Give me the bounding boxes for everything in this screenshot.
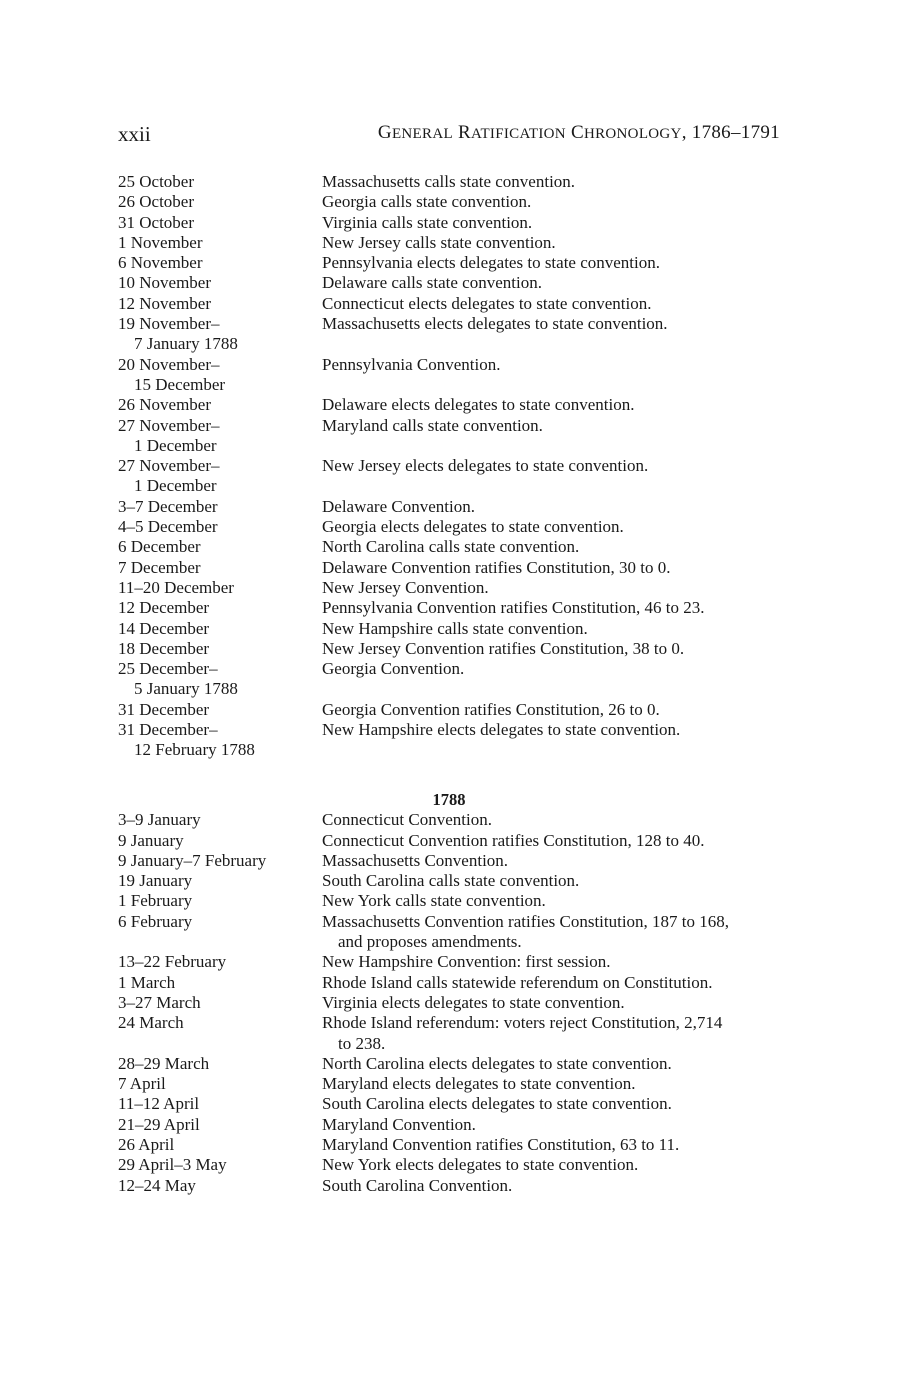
chronology-entry bbox=[118, 578, 798, 598]
running-head-years: , 1786–1791 bbox=[681, 122, 780, 143]
chronology-entry bbox=[118, 1176, 798, 1196]
chronology-entry bbox=[118, 1155, 798, 1175]
entry-date-text: 11–20 December bbox=[118, 577, 234, 597]
chronology-entry bbox=[118, 1054, 798, 1074]
entry-date-text: 26 April bbox=[118, 1135, 175, 1155]
running-head-c-rest: HRONOLOGY bbox=[583, 126, 682, 142]
entry-event bbox=[322, 1176, 772, 1196]
running-head-g-rest: ENERAL bbox=[391, 126, 453, 142]
entry-date bbox=[118, 1094, 322, 1114]
entry-date-text: 31 December bbox=[118, 699, 210, 719]
entry-event-continuation: to 238. bbox=[338, 1033, 386, 1053]
entry-date bbox=[118, 1176, 322, 1196]
entry-event-text: Georgia Convention ratifies Constitution, 26 to 0. bbox=[322, 699, 660, 719]
entry-date-text: 19 November– bbox=[118, 314, 220, 334]
chronology-section-1787 bbox=[118, 172, 798, 761]
entry-event-text: New Hampshire Convention: first session. bbox=[322, 952, 611, 972]
entry-event-text: Georgia Convention. bbox=[322, 659, 465, 679]
entry-event-continuation: and proposes amendments. bbox=[338, 932, 522, 952]
entry-date bbox=[118, 720, 322, 761]
chronology-entry bbox=[118, 993, 798, 1013]
entry-event bbox=[322, 456, 772, 476]
entry-event bbox=[322, 497, 772, 517]
entry-date-continuation: 7 January 1788 bbox=[134, 334, 238, 354]
entry-date-text: 27 November– bbox=[118, 415, 220, 435]
entry-date-text: 14 December bbox=[118, 618, 210, 638]
page-header bbox=[118, 122, 780, 150]
entry-event bbox=[322, 720, 772, 740]
chronology-entry bbox=[118, 537, 798, 557]
entry-event bbox=[322, 273, 772, 293]
entry-event-text: Virginia calls state convention. bbox=[322, 212, 533, 232]
entry-event bbox=[322, 314, 772, 334]
entry-date bbox=[118, 1115, 322, 1135]
entry-event bbox=[322, 213, 772, 233]
chronology-entry bbox=[118, 659, 798, 700]
entry-date bbox=[118, 517, 322, 537]
entry-date bbox=[118, 416, 322, 457]
entry-date bbox=[118, 659, 322, 700]
running-head-g: G bbox=[377, 122, 392, 143]
entry-event-text: Delaware Convention. bbox=[322, 496, 475, 516]
entry-date bbox=[118, 1013, 322, 1033]
entry-date-text: 25 October bbox=[118, 172, 195, 191]
chronology-section-1788 bbox=[118, 790, 798, 1196]
chronology-entry bbox=[118, 952, 798, 972]
entry-event-text: New Jersey elects delegates to state convention. bbox=[322, 456, 649, 476]
entry-event-text: Rhode Island referendum: voters reject Constitution, 2,714 bbox=[322, 1013, 723, 1033]
entry-date-text: 4–5 December bbox=[118, 517, 218, 537]
entry-event-text: New Jersey Convention. bbox=[322, 577, 489, 597]
entry-date-continuation: 15 December bbox=[134, 374, 226, 394]
entry-date bbox=[118, 1074, 322, 1094]
chronology-entry bbox=[118, 192, 798, 212]
entry-event-text: Massachusetts elects delegates to state convention. bbox=[322, 314, 668, 334]
chronology-entry bbox=[118, 871, 798, 891]
chronology-entry bbox=[118, 314, 798, 355]
entry-date-text: 28–29 March bbox=[118, 1053, 210, 1073]
entry-event-text: New Hampshire elects delegates to state convention. bbox=[322, 720, 681, 740]
entry-event bbox=[322, 537, 772, 557]
entry-date-text: 12 November bbox=[118, 293, 212, 313]
entry-date-text: 12–24 May bbox=[118, 1175, 196, 1195]
entry-date bbox=[118, 1054, 322, 1074]
entry-date bbox=[118, 993, 322, 1013]
entry-date bbox=[118, 456, 322, 497]
year-heading: 1788 bbox=[432, 790, 466, 809]
entry-date-continuation: 1 December bbox=[134, 476, 217, 496]
entry-event bbox=[322, 578, 772, 598]
entry-event-text: Georgia elects delegates to state convention. bbox=[322, 517, 624, 537]
entry-date bbox=[118, 558, 322, 578]
entry-date-continuation: 12 February 1788 bbox=[134, 740, 255, 760]
chronology-entry bbox=[118, 517, 798, 537]
chronology-entry bbox=[118, 294, 798, 314]
entry-event bbox=[322, 700, 772, 720]
entry-event-text: Maryland Convention ratifies Constitution, 63 to 11. bbox=[322, 1135, 680, 1155]
entry-date bbox=[118, 700, 322, 720]
entry-date-text: 26 October bbox=[118, 192, 195, 212]
entry-event bbox=[322, 851, 772, 871]
entry-event bbox=[322, 558, 772, 578]
entry-date bbox=[118, 497, 322, 517]
entry-event-text: Georgia calls state convention. bbox=[322, 192, 532, 212]
chronology-entry bbox=[118, 233, 798, 253]
entry-event bbox=[322, 993, 772, 1013]
entry-date-text: 7 April bbox=[118, 1074, 166, 1094]
entry-event bbox=[322, 810, 772, 830]
entry-event-text: New York calls state convention. bbox=[322, 891, 546, 911]
entry-event-text: South Carolina Convention. bbox=[322, 1175, 513, 1195]
entry-event-text: Delaware Convention ratifies Constitution, 30 to 0. bbox=[322, 557, 671, 577]
entry-date-text: 12 December bbox=[118, 598, 210, 618]
entry-date bbox=[118, 355, 322, 396]
entry-date bbox=[118, 952, 322, 972]
entry-event-text: Pennsylvania Convention ratifies Constitution, 46 to 23. bbox=[322, 598, 705, 618]
entry-date-text: 19 January bbox=[118, 871, 193, 891]
entry-event bbox=[322, 598, 772, 618]
chronology-entry bbox=[118, 810, 798, 830]
entry-event-text: New Jersey Convention ratifies Constitution, 38 to 0. bbox=[322, 638, 685, 658]
entry-date-text: 27 November– bbox=[118, 456, 220, 476]
page-number: xxii bbox=[118, 122, 151, 146]
entry-date bbox=[118, 578, 322, 598]
entry-date-continuation: 1 December bbox=[134, 435, 217, 455]
entry-event bbox=[322, 416, 772, 436]
chronology-entry bbox=[118, 416, 798, 457]
entry-date bbox=[118, 314, 322, 355]
running-head-r-rest: ATIFICATION bbox=[470, 126, 566, 142]
entry-event-text: Massachusetts Convention ratifies Constitution, 187 to 168, bbox=[322, 911, 730, 931]
entry-date-text: 9 January bbox=[118, 830, 184, 850]
entry-date-text: 20 November– bbox=[118, 354, 220, 374]
entry-event bbox=[322, 1074, 772, 1094]
chronology-entry bbox=[118, 172, 798, 192]
entry-date bbox=[118, 639, 322, 659]
entry-date bbox=[118, 831, 322, 851]
entry-event bbox=[322, 517, 772, 537]
entry-event-text: Maryland elects delegates to state convention. bbox=[322, 1074, 636, 1094]
entry-date bbox=[118, 871, 322, 891]
entry-event bbox=[322, 639, 772, 659]
chronology-rows-1788 bbox=[118, 810, 798, 1196]
entry-event bbox=[322, 355, 772, 375]
entry-date-text: 6 February bbox=[118, 911, 193, 931]
entry-event-text: New York elects delegates to state convention. bbox=[322, 1155, 639, 1175]
entry-date-text: 1 March bbox=[118, 972, 176, 992]
entry-date bbox=[118, 273, 322, 293]
entry-event bbox=[322, 1013, 772, 1054]
chronology-entry bbox=[118, 851, 798, 871]
entry-date bbox=[118, 810, 322, 830]
chronology-entry bbox=[118, 619, 798, 639]
entry-date-text: 1 February bbox=[118, 891, 193, 911]
entry-event bbox=[322, 395, 772, 415]
entry-date bbox=[118, 253, 322, 273]
entry-date bbox=[118, 973, 322, 993]
entry-event-text: Rhode Island calls statewide referendum on Constitution. bbox=[322, 972, 713, 992]
entry-date bbox=[118, 192, 322, 212]
entry-event-text: North Carolina elects delegates to state convention. bbox=[322, 1053, 672, 1073]
chronology-entry bbox=[118, 1135, 798, 1155]
entry-date-text: 11–12 April bbox=[118, 1094, 200, 1114]
entry-event-text: Maryland calls state convention. bbox=[322, 415, 543, 435]
chronology-entry bbox=[118, 395, 798, 415]
entry-event bbox=[322, 233, 772, 253]
entry-date-text: 3–7 December bbox=[118, 496, 218, 516]
entry-date-text: 31 October bbox=[118, 212, 195, 232]
entry-event-text: Connecticut elects delegates to state convention. bbox=[322, 293, 652, 313]
running-head-c: C bbox=[571, 122, 584, 143]
entry-date bbox=[118, 395, 322, 415]
entry-event bbox=[322, 973, 772, 993]
entry-event bbox=[322, 619, 772, 639]
entry-date bbox=[118, 1135, 322, 1155]
entry-event bbox=[322, 952, 772, 972]
entry-event-text: South Carolina elects delegates to state convention. bbox=[322, 1094, 672, 1114]
entry-date bbox=[118, 213, 322, 233]
chronology-entry bbox=[118, 1074, 798, 1094]
entry-event-text: New Jersey calls state convention. bbox=[322, 232, 556, 252]
chronology-entry bbox=[118, 273, 798, 293]
entry-date bbox=[118, 891, 322, 911]
entry-date-text: 21–29 April bbox=[118, 1114, 200, 1134]
entry-date-text: 18 December bbox=[118, 638, 210, 658]
entry-event bbox=[322, 891, 772, 911]
running-head bbox=[378, 122, 780, 144]
entry-event bbox=[322, 192, 772, 212]
chronology-entry bbox=[118, 497, 798, 517]
chronology-entry bbox=[118, 720, 798, 761]
chronology-entry bbox=[118, 1013, 798, 1054]
entry-date-text: 6 December bbox=[118, 537, 201, 557]
entry-date bbox=[118, 1155, 322, 1175]
entry-event bbox=[322, 294, 772, 314]
chronology-entry bbox=[118, 213, 798, 233]
entry-event-text: South Carolina calls state convention. bbox=[322, 871, 580, 891]
entry-event bbox=[322, 912, 772, 953]
entry-date bbox=[118, 172, 322, 192]
chronology-entry bbox=[118, 1094, 798, 1114]
chronology-entry bbox=[118, 639, 798, 659]
entry-event-text: Pennsylvania Convention. bbox=[322, 354, 501, 374]
entry-event bbox=[322, 831, 772, 851]
entry-event bbox=[322, 1094, 772, 1114]
entry-date-text: 25 December– bbox=[118, 659, 218, 679]
entry-date-text: 24 March bbox=[118, 1013, 184, 1033]
chronology-entry bbox=[118, 700, 798, 720]
entry-event-text: Delaware calls state convention. bbox=[322, 273, 542, 293]
chronology-entry bbox=[118, 973, 798, 993]
entry-event-text: Massachusetts Convention. bbox=[322, 850, 509, 870]
entry-event bbox=[322, 172, 772, 192]
entry-date bbox=[118, 294, 322, 314]
entry-date-text: 9 January–7 February bbox=[118, 850, 267, 870]
entry-event-text: Virginia elects delegates to state convention. bbox=[322, 992, 625, 1012]
chronology-entry bbox=[118, 355, 798, 396]
chronology-entry bbox=[118, 1115, 798, 1135]
entry-event bbox=[322, 253, 772, 273]
chronology-entry bbox=[118, 456, 798, 497]
entry-event bbox=[322, 871, 772, 891]
entry-event-text: New Hampshire calls state convention. bbox=[322, 618, 588, 638]
entry-date-text: 13–22 February bbox=[118, 952, 227, 972]
running-head-r: R bbox=[457, 122, 471, 143]
entry-event-text: Delaware elects delegates to state convention. bbox=[322, 395, 635, 415]
entry-date bbox=[118, 912, 322, 932]
entry-event-text: Connecticut Convention. bbox=[322, 810, 492, 830]
entry-event bbox=[322, 659, 772, 679]
chronology-entry bbox=[118, 558, 798, 578]
entry-date-text: 26 November bbox=[118, 395, 212, 415]
entry-date-text: 7 December bbox=[118, 557, 201, 577]
entry-event-text: Massachusetts calls state convention. bbox=[322, 172, 576, 191]
entry-event bbox=[322, 1135, 772, 1155]
entry-date-continuation: 5 January 1788 bbox=[134, 679, 238, 699]
entry-date-text: 1 November bbox=[118, 232, 203, 252]
entry-event bbox=[322, 1115, 772, 1135]
entry-date-text: 3–9 January bbox=[118, 810, 201, 830]
entry-date bbox=[118, 851, 322, 871]
chronology-entry bbox=[118, 891, 798, 911]
entry-event bbox=[322, 1155, 772, 1175]
entry-date-text: 29 April–3 May bbox=[118, 1155, 227, 1175]
entry-date-text: 31 December– bbox=[118, 720, 218, 740]
entry-date-text: 10 November bbox=[118, 273, 212, 293]
entry-event-text: Pennsylvania elects delegates to state convention. bbox=[322, 253, 661, 273]
chronology-entry bbox=[118, 598, 798, 618]
entry-event-text: North Carolina calls state convention. bbox=[322, 537, 580, 557]
chronology-entry bbox=[118, 831, 798, 851]
entry-date bbox=[118, 233, 322, 253]
entry-event bbox=[322, 1054, 772, 1074]
entry-event-text: Connecticut Convention ratifies Constitution, 128 to 40. bbox=[322, 830, 705, 850]
entry-event-text: Maryland Convention. bbox=[322, 1114, 476, 1134]
chronology-entry bbox=[118, 912, 798, 953]
entry-date-text: 6 November bbox=[118, 253, 203, 273]
entry-date bbox=[118, 537, 322, 557]
entry-date bbox=[118, 619, 322, 639]
entry-date bbox=[118, 598, 322, 618]
chronology-entry bbox=[118, 253, 798, 273]
entry-date-text: 3–27 March bbox=[118, 992, 201, 1012]
